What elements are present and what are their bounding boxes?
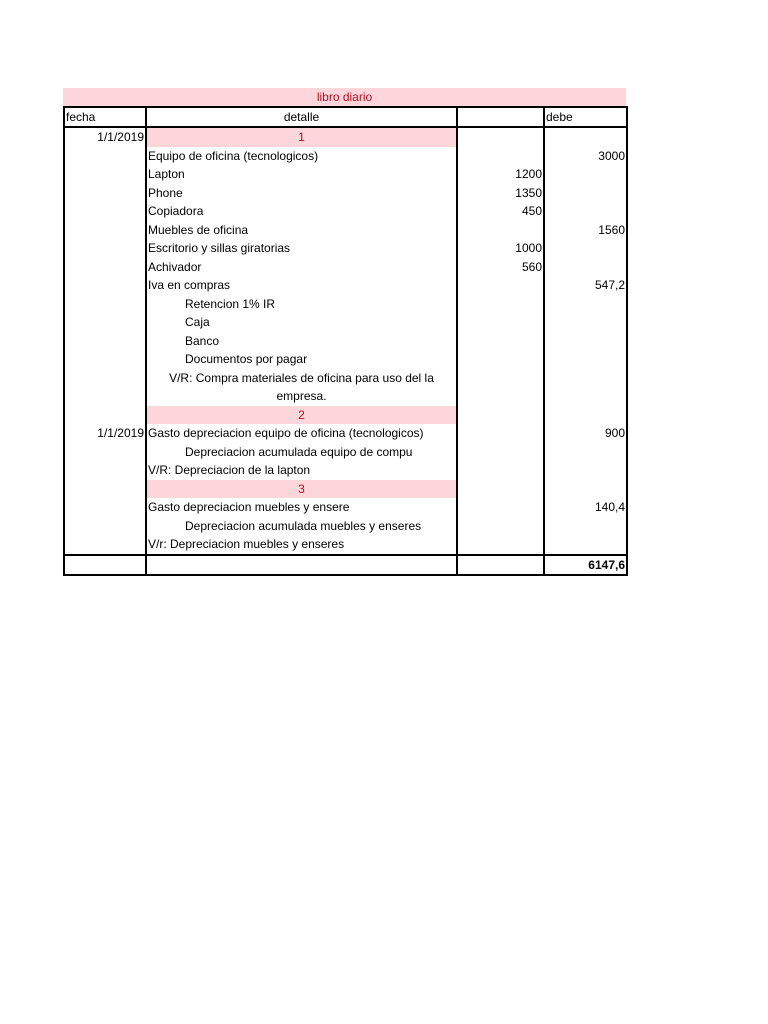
total-value: 6147,6 — [544, 555, 627, 575]
debe-cell — [544, 202, 627, 221]
empty-cell — [64, 350, 146, 369]
detalle-cell: Iva en compras — [146, 276, 457, 295]
amount-cell — [457, 221, 544, 240]
entry-number-row — [64, 406, 627, 425]
detalle-cell: Escritorio y sillas giratorias — [146, 239, 457, 258]
header-fecha: fecha — [64, 107, 146, 127]
empty-cell — [457, 498, 544, 517]
empty-cell — [64, 535, 146, 555]
empty-cell — [64, 313, 146, 332]
detalle-cell: Achivador — [146, 258, 457, 277]
detalle-cell: Lapton — [146, 165, 457, 184]
credit-account: Depreciacion acumulada equipo de compu — [146, 443, 457, 462]
empty-cell — [64, 276, 146, 295]
table-row — [64, 221, 627, 240]
empty-cell — [64, 480, 146, 499]
empty-cell — [64, 517, 146, 536]
credit-account: Documentos por pagar — [146, 350, 457, 369]
empty-cell — [544, 350, 627, 369]
empty-cell — [544, 535, 627, 555]
table-row — [64, 147, 627, 166]
header-debe: debe — [544, 107, 627, 127]
empty-cell — [457, 127, 544, 147]
debe-cell — [544, 184, 627, 203]
memo-text: V/R: Compra materiales de oficina para uso del la empresa. — [146, 369, 457, 406]
empty-cell — [64, 239, 146, 258]
amount-cell — [457, 276, 544, 295]
table-row — [64, 239, 627, 258]
empty-cell — [64, 258, 146, 277]
amount-cell: 1000 — [457, 239, 544, 258]
memo-row — [64, 535, 627, 555]
empty-cell — [457, 461, 544, 480]
memo-row — [64, 369, 627, 406]
empty-cell — [457, 535, 544, 555]
empty-cell — [544, 295, 627, 314]
journal-sheet — [63, 88, 626, 576]
entry-number: 3 — [146, 480, 457, 499]
table-row — [64, 258, 627, 277]
debe-cell: 1560 — [544, 221, 627, 240]
table-row — [64, 184, 627, 203]
empty-cell — [544, 461, 627, 480]
total-row — [64, 555, 627, 575]
empty-cell — [457, 480, 544, 499]
credit-account: Banco — [146, 332, 457, 351]
credit-row — [64, 350, 627, 369]
header-amount — [457, 107, 544, 127]
empty-cell — [64, 443, 146, 462]
journal-table — [63, 106, 628, 576]
table-row — [64, 424, 627, 443]
empty-cell — [457, 424, 544, 443]
header-detalle: detalle — [146, 107, 457, 127]
empty-cell — [457, 406, 544, 425]
table-row — [64, 202, 627, 221]
amount-cell — [457, 147, 544, 166]
empty-cell — [64, 406, 146, 425]
entry-number: 1 — [146, 127, 457, 147]
entry-date — [64, 498, 146, 517]
empty-cell — [64, 221, 146, 240]
credit-row — [64, 517, 627, 536]
empty-cell — [544, 480, 627, 499]
empty-cell — [64, 184, 146, 203]
debe-cell — [544, 165, 627, 184]
header-row — [64, 107, 627, 127]
debe-cell: 547,2 — [544, 276, 627, 295]
credit-account: Caja — [146, 313, 457, 332]
empty-cell — [457, 555, 544, 575]
empty-cell — [457, 517, 544, 536]
empty-cell — [64, 555, 146, 575]
detalle-cell: Muebles de oficina — [146, 221, 457, 240]
empty-cell — [544, 517, 627, 536]
amount-cell: 450 — [457, 202, 544, 221]
debe-cell: 3000 — [544, 147, 627, 166]
detalle-cell: Gasto depreciacion equipo de oficina (tecnologicos) — [146, 424, 457, 443]
empty-cell — [457, 443, 544, 462]
empty-cell — [64, 369, 146, 406]
credit-row — [64, 332, 627, 351]
sheet-title: libro diario — [63, 88, 626, 106]
empty-cell — [544, 443, 627, 462]
empty-cell — [64, 147, 146, 166]
empty-cell — [457, 295, 544, 314]
empty-cell — [544, 369, 627, 406]
entry-number: 2 — [146, 406, 457, 425]
debe-cell — [544, 258, 627, 277]
credit-row — [64, 443, 627, 462]
table-row — [64, 276, 627, 295]
credit-row — [64, 295, 627, 314]
debe-cell: 900 — [544, 424, 627, 443]
empty-cell — [544, 313, 627, 332]
entry-number-row — [64, 480, 627, 499]
empty-cell — [64, 202, 146, 221]
empty-cell — [457, 350, 544, 369]
empty-cell — [544, 332, 627, 351]
memo-row — [64, 461, 627, 480]
memo-text: V/r: Depreciacion muebles y enseres — [146, 535, 457, 555]
credit-row — [64, 313, 627, 332]
credit-account: Depreciacion acumulada muebles y enseres — [146, 517, 457, 536]
empty-cell — [64, 165, 146, 184]
empty-cell — [544, 406, 627, 425]
credit-account: Retencion 1% IR — [146, 295, 457, 314]
empty-cell — [457, 332, 544, 351]
detalle-cell: Gasto depreciacion muebles y ensere — [146, 498, 457, 517]
empty-cell — [457, 369, 544, 406]
debe-cell: 140,4 — [544, 498, 627, 517]
amount-cell: 1350 — [457, 184, 544, 203]
memo-text: V/R: Depreciacion de la lapton — [146, 461, 457, 480]
detalle-cell: Copiadora — [146, 202, 457, 221]
entry-date: 1/1/2019 — [64, 424, 146, 443]
entry-number-row — [64, 127, 627, 147]
entry-date: 1/1/2019 — [64, 127, 146, 147]
empty-cell — [64, 295, 146, 314]
debe-cell — [544, 239, 627, 258]
empty-cell — [146, 555, 457, 575]
table-row — [64, 498, 627, 517]
empty-cell — [457, 313, 544, 332]
detalle-cell: Phone — [146, 184, 457, 203]
amount-cell: 560 — [457, 258, 544, 277]
table-row — [64, 165, 627, 184]
detalle-cell: Equipo de oficina (tecnologicos) — [146, 147, 457, 166]
empty-cell — [64, 332, 146, 351]
empty-cell — [64, 461, 146, 480]
empty-cell — [544, 127, 627, 147]
amount-cell: 1200 — [457, 165, 544, 184]
